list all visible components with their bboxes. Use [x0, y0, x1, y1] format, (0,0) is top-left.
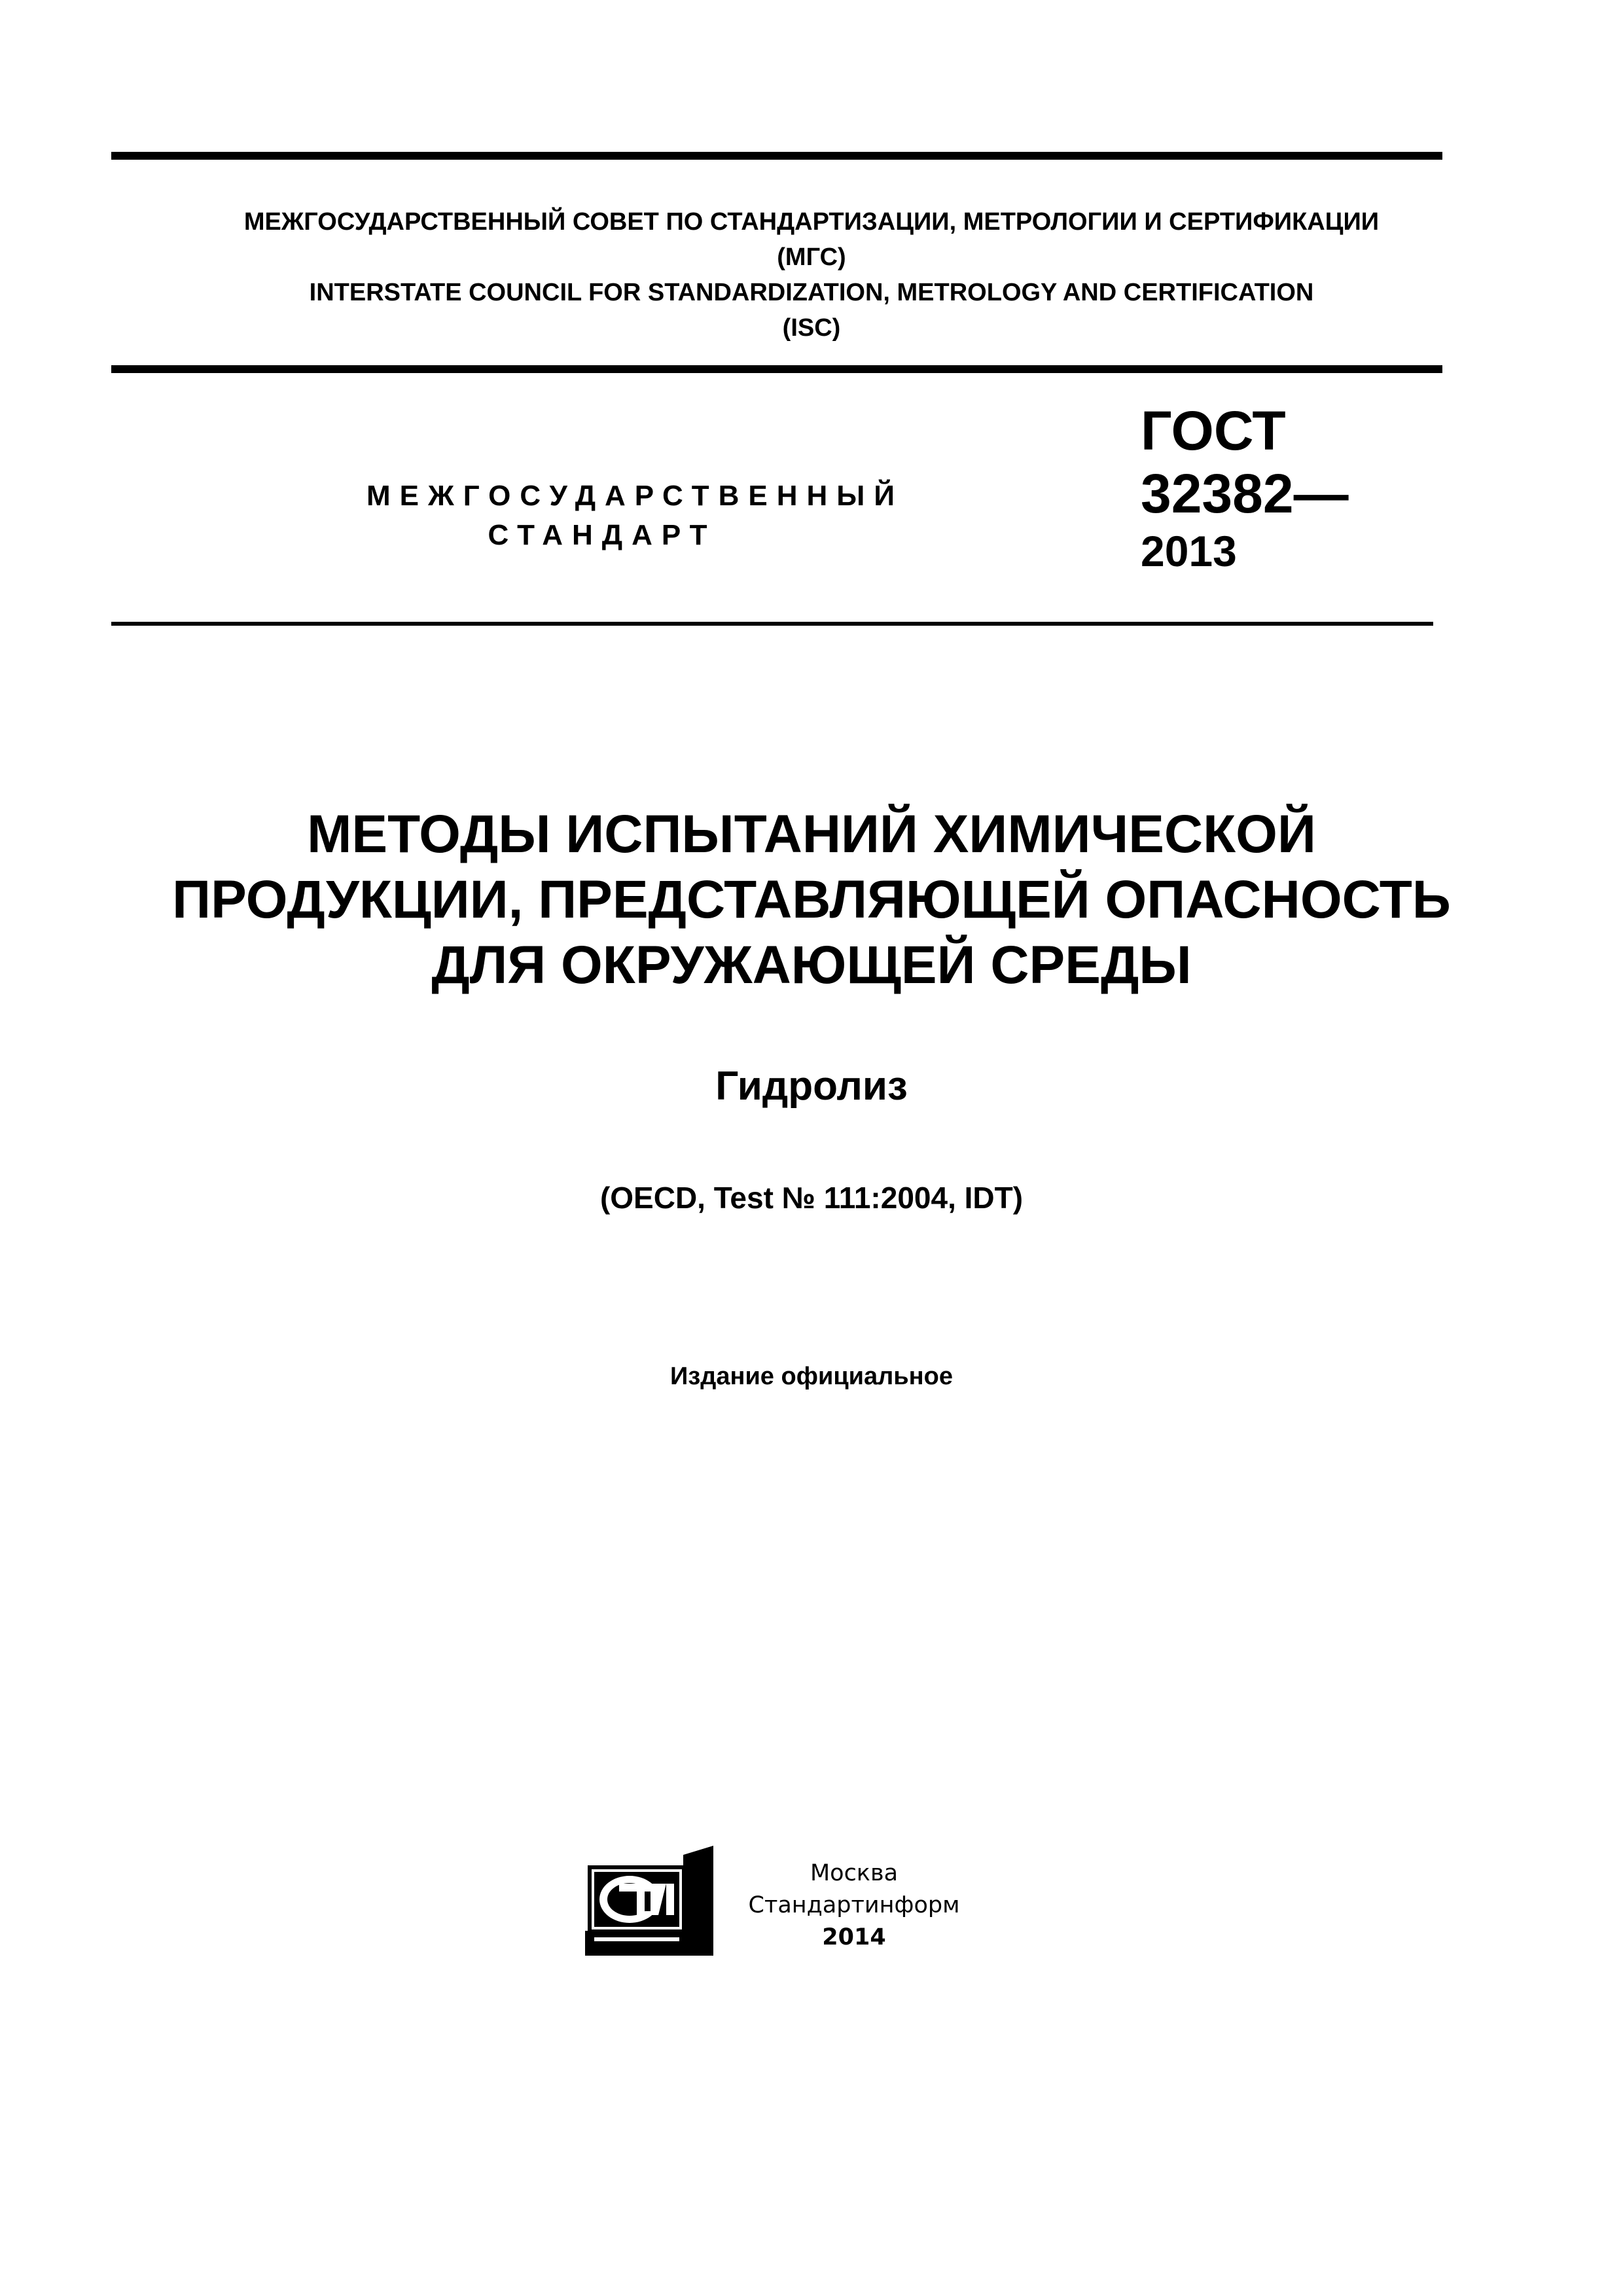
standard-kind-line1: МЕЖГОСУДАРСТВЕННЫЙ [366, 480, 904, 512]
document-subtitle: Гидролиз [715, 1064, 908, 1109]
publisher-year: 2014 [822, 1924, 886, 1950]
document-title [0, 802, 1623, 998]
council-abbr-ru: (МГС) [777, 243, 846, 271]
council-name-ru: МЕЖГОСУДАРСТВЕННЫЙ СОВЕТ ПО СТАНДАРТИЗАЦИИ, МЕТРОЛОГИИ И СЕРТИФИКАЦИИ [243, 208, 1380, 236]
council-rule [111, 365, 1442, 373]
publisher-city: Москва [810, 1860, 899, 1886]
top-rule [111, 152, 1442, 160]
reference-standard: (OECD, Test № 111:2004, IDT) [599, 1181, 1024, 1215]
publisher-name: Стандартинформ [748, 1892, 960, 1918]
title-line3: ДЛЯ ОКРУЖАЮЩЕЙ СРЕДЫ [431, 935, 1192, 995]
standard-kind-line2: СТАНДАРТ [488, 519, 717, 551]
gost-label: ГОСТ [1141, 400, 1286, 461]
council-header [0, 204, 1623, 346]
designation-rule [111, 622, 1433, 626]
gost-designation [1141, 399, 1349, 577]
publisher-block [733, 1857, 975, 1954]
gost-number: 32382— [1141, 463, 1349, 524]
council-abbr-en: (ISC) [782, 314, 841, 342]
standartinform-logo-icon [585, 1846, 713, 1956]
title-line1: МЕТОДЫ ИСПЫТАНИЙ ХИМИЧЕСКОЙ [307, 804, 1316, 864]
council-name-en: INTERSTATE COUNCIL FOR STANDARDIZATION, METROLOGY AND CERTIFICATION [309, 279, 1314, 306]
standard-kind [366, 476, 904, 555]
gost-year: 2013 [1141, 527, 1237, 575]
edition-note: Издание официальное [670, 1363, 953, 1390]
title-line2: ПРОДУКЦИИ, ПРЕДСТАВЛЯЮЩЕЙ ОПАСНОСТЬ [172, 870, 1451, 929]
